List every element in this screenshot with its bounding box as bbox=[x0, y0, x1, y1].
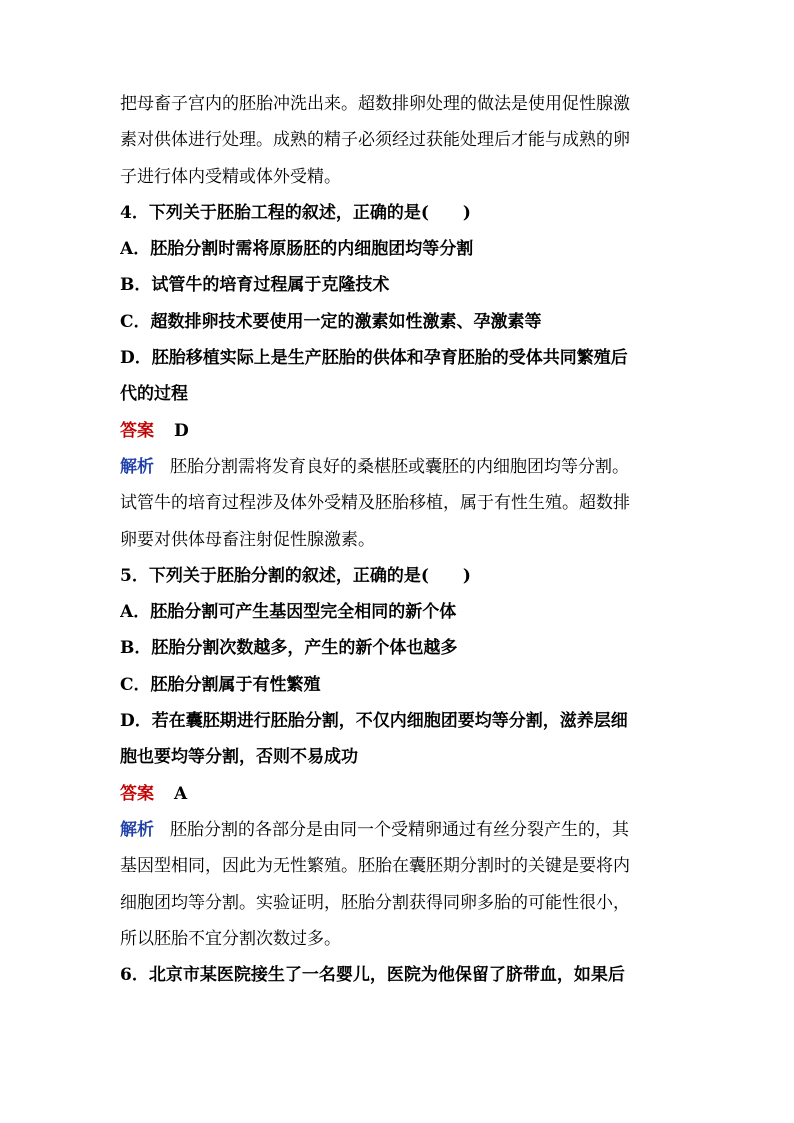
analysis-text: 胚胎分割的各部分是由同一个受精卵通过有丝分裂产生的，其 bbox=[170, 819, 629, 840]
question-5-answer bbox=[120, 776, 680, 812]
question-4-analysis-line bbox=[120, 449, 680, 485]
question-5-option-d-continued: 胞也要均等分割，否则不易成功 bbox=[120, 747, 358, 768]
analysis-label: 解析 bbox=[120, 819, 154, 840]
question-4-stem: 4．下列关于胚胎工程的叙述，正确的是( ) bbox=[120, 202, 471, 223]
question-5-option-b: B．胚胎分割次数越多，产生的新个体也越多 bbox=[120, 638, 458, 659]
question-4-analysis-line: 试管牛的培育过程涉及体外受精及胚胎移植，属于有性生殖。超数排 bbox=[120, 493, 630, 514]
question-5-stem: 5．下列关于胚胎分割的叙述，正确的是( ) bbox=[120, 565, 471, 586]
question-4-analysis-line: 卵要对供体母畜注射促性腺激素。 bbox=[120, 529, 375, 550]
question-4-option-d: D．胚胎移植实际上是生产胚胎的供体和孕育胚胎的受体共同繁殖后 bbox=[120, 348, 628, 369]
question-5-option-d: D．若在囊胚期进行胚胎分割，不仅内细胞团要均等分割，滋养层细 bbox=[120, 711, 628, 732]
question-4-option-a: A．胚胎分割时需将原肠胚的内细胞团均等分割 bbox=[120, 239, 474, 260]
intro-line: 素对供体进行处理。成熟的精子必须经过获能处理后才能与成熟的卵 bbox=[120, 130, 630, 151]
question-5-option-c: C．胚胎分割属于有性繁殖 bbox=[120, 674, 321, 695]
question-4-answer bbox=[120, 413, 680, 449]
question-4-option-d-continued: 代的过程 bbox=[120, 384, 188, 405]
question-5-analysis-line: 基因型相同，因此为无性繁殖。胚胎在囊胚期分割时的关键是要将内 bbox=[120, 856, 630, 877]
question-6-stem: 6．北京市某医院接生了一名婴儿，医院为他保留了脐带血，如果后 bbox=[120, 965, 625, 986]
question-5-option-a: A．胚胎分割可产生基因型完全相同的新个体 bbox=[120, 602, 457, 623]
analysis-text: 胚胎分割需将发育良好的桑椹胚或囊胚的内细胞团均等分割。 bbox=[170, 456, 629, 477]
analysis-label: 解析 bbox=[120, 456, 154, 477]
answer-value: A bbox=[174, 783, 188, 804]
answer-label: 答案 bbox=[120, 783, 154, 804]
answer-label: 答案 bbox=[120, 420, 154, 441]
question-5-analysis-line: 所以胚胎不宜分割次数过多。 bbox=[120, 928, 341, 949]
question-4-option-b: B．试管牛的培育过程属于克隆技术 bbox=[120, 275, 390, 296]
question-4-option-c: C．超数排卵技术要使用一定的激素如性激素、孕激素等 bbox=[120, 311, 542, 332]
intro-line: 把母畜子宫内的胚胎冲洗出来。超数排卵处理的做法是使用促性腺激 bbox=[120, 94, 630, 114]
intro-line: 子进行体内受精或体外受精。 bbox=[120, 166, 341, 187]
answer-value: D bbox=[174, 420, 189, 441]
question-5-analysis-line: 细胞团均等分割。实验证明，胚胎分割获得同卵多胎的可能性很小， bbox=[120, 892, 630, 913]
question-5-analysis-line bbox=[120, 812, 680, 848]
document-page bbox=[120, 86, 680, 993]
